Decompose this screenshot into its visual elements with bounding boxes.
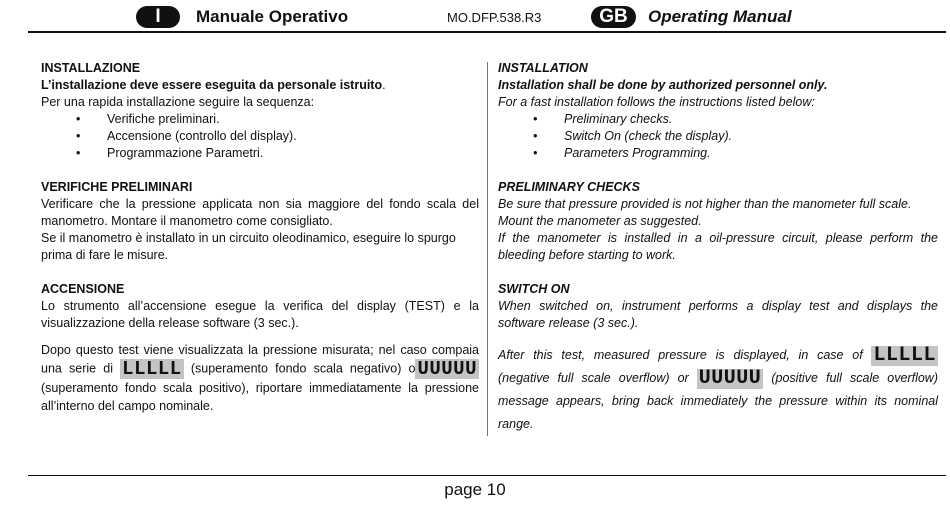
display-overflow-reading: UUUUU <box>417 358 477 380</box>
list-item: • Preliminary checks. <box>498 111 938 128</box>
list-item: • Parameters Programming. <box>498 145 938 162</box>
verifiche-paragraph-2: Se il manometro è installato in un circuito oleodinamico, eseguire lo spurgo prima di fare le misure. <box>41 231 456 262</box>
accensione-heading: ACCENSIONE <box>41 282 125 296</box>
installazione-bold-line: L’installazione deve essere eseguita da personale istruito. <box>41 78 386 92</box>
display-underflow-reading: LLLLL <box>122 358 182 380</box>
page-header <box>0 0 950 34</box>
preliminary-heading: PRELIMINARY CHECKS <box>498 180 640 194</box>
installazione-list <box>41 111 479 162</box>
page-number: page 10 <box>444 480 506 499</box>
installation-heading: INSTALLATION <box>498 61 588 75</box>
installazione-heading: INSTALLAZIONE <box>41 61 141 75</box>
switch-on-heading: SWITCH ON <box>498 282 570 296</box>
installation-bold-line: Installation shall be done by authorized personnel only. <box>498 78 828 92</box>
installation-intro: For a fast installation follows the instructions listed below: <box>498 95 815 109</box>
list-item: • Accensione (controllo del display). <box>41 128 479 145</box>
switch-on-paragraph-2: After this test, measured pressure is displayed, in case of LLLLL (negative full scale overflow) or UUUUU (positive full scale overflow) message appears, bring back immediately the pressure within its nominal range. <box>498 343 938 431</box>
list-item: • Switch On (check the display). <box>498 128 938 145</box>
installazione-intro: Per una rapida installazione seguire la sequenza: <box>41 95 315 109</box>
english-column <box>498 60 938 436</box>
column-divider <box>487 62 488 436</box>
document-code: MO.DFP.538.R3 <box>447 10 542 25</box>
display-underflow-reading: LLLLL <box>873 343 936 367</box>
english-title: Operating Manual <box>648 7 792 26</box>
footer-divider <box>28 475 946 476</box>
verifiche-paragraph-1: Verificare che la pressione applicata non sia maggiore del fondo scala del manometro. Montare il manometro come consigliato. <box>41 197 479 228</box>
preliminary-paragraph-1: Be sure that pressure provided is not higher than the manometer full scale. Mount the manometer as suggested. <box>498 197 912 228</box>
preliminary-paragraph-2: If the manometer is installed in a oil-pressure circuit, please perform the bleeding before starting to work. <box>498 231 938 262</box>
english-language-badge: GB <box>591 6 636 28</box>
display-overflow-reading: UUUUU <box>698 366 762 390</box>
list-item: • Programmazione Parametri. <box>41 145 479 162</box>
installation-list <box>498 111 938 162</box>
accensione-paragraph-2: Dopo questo test viene visualizzata la pressione misurata; nel caso compaia una serie di LLLLL (superamento fondo scala negativo) o UUUUU (superamento fondo scala positivo), riportare immediatamente la pressione all’interno del campo nominale. <box>41 343 479 413</box>
list-item: • Verifiche preliminari. <box>41 111 479 128</box>
italian-column <box>41 60 479 415</box>
accensione-paragraph-1: Lo strumento all’accensione esegue la verifica del display (TEST) e la visualizzazione della release software (3 sec.). <box>41 299 479 330</box>
italian-title: Manuale Operativo <box>196 7 349 26</box>
verifiche-heading: VERIFICHE PRELIMINARI <box>41 180 193 194</box>
italian-language-badge: I <box>136 6 180 28</box>
header-divider <box>28 31 946 33</box>
switch-on-paragraph-1: When switched on, instrument performs a display test and displays the software release (3 sec.). <box>498 299 938 330</box>
